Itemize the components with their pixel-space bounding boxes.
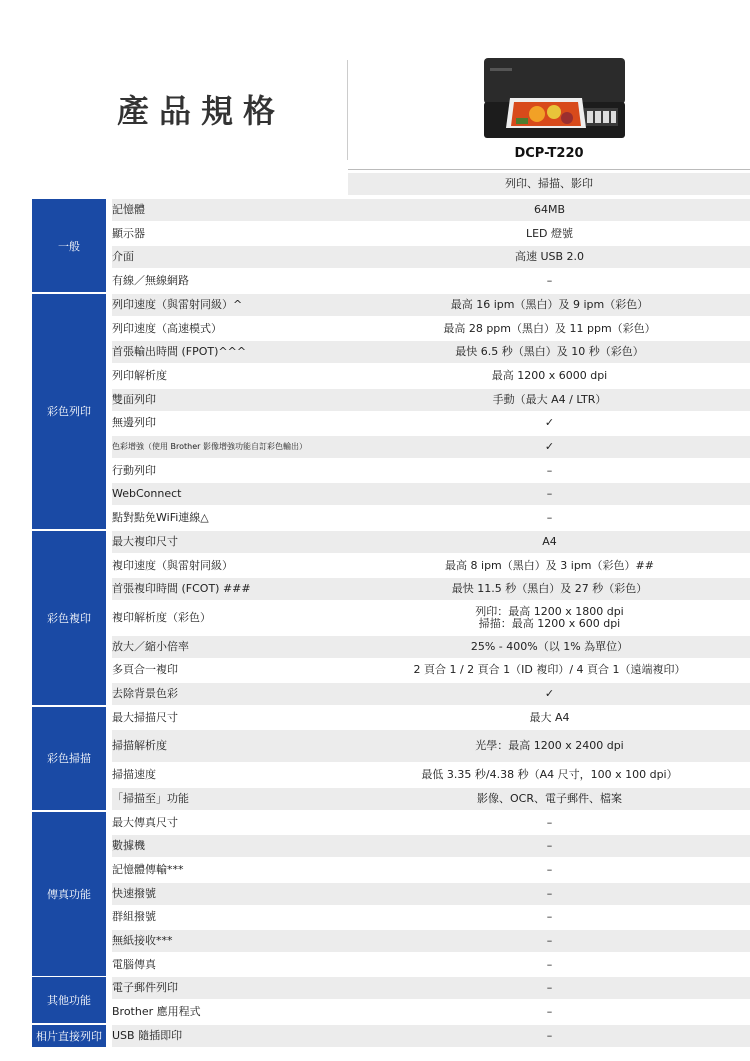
spec-value-line: 手動（最大 A4 / LTR）	[492, 392, 607, 406]
spec-label: 顯示器	[112, 226, 145, 240]
spec-value-line: 2 頁合 1 / 2 頁合 1（ID 複印）/ 4 頁合 1（遠端複印）	[413, 663, 686, 677]
spec-value-line: 最低 3.35 秒/4.38 秒（A4 尺寸，100 x 100 dpi）	[421, 768, 678, 782]
header-divider	[347, 60, 348, 160]
spec-row	[108, 246, 750, 268]
spec-value	[349, 1001, 750, 1023]
spec-label: 行動列印	[112, 463, 156, 477]
spec-label: 最大傳真尺寸	[112, 815, 178, 829]
spec-label: 介面	[112, 246, 349, 268]
spec-label: Brother 應用程式	[112, 1005, 201, 1019]
spec-label: 色彩增強（使用 Brother 影像增強功能自訂彩色輸出）	[112, 436, 349, 458]
spec-value	[349, 602, 750, 634]
spec-row	[108, 1025, 750, 1047]
spec-label: 數據機	[112, 835, 349, 857]
spec-value-line: –	[546, 981, 553, 995]
printer-image	[482, 58, 627, 140]
spec-value	[349, 507, 750, 529]
spec-value-line: 光學：最高 1200 x 2400 dpi	[475, 739, 624, 753]
spec-value-line: 最高 8 ipm（黑白）及 3 ipm（彩色）##	[445, 558, 654, 572]
spec-row	[108, 483, 750, 505]
spec-label: USB 隨插即印	[112, 1025, 349, 1047]
spec-row	[108, 318, 750, 340]
spec-label: 掃描速度	[112, 768, 156, 782]
spec-value-line: 最大 A4	[529, 710, 570, 724]
spec-value	[349, 555, 750, 577]
spec-label: 列印解析度	[112, 368, 167, 382]
spec-row	[108, 930, 750, 952]
spec-value	[349, 294, 750, 316]
spec-row	[108, 460, 750, 482]
spec-value	[349, 223, 750, 245]
category-label: 一般	[32, 199, 106, 292]
spec-value	[349, 764, 750, 786]
spec-row	[108, 223, 750, 245]
spec-value-line: LED 燈號	[525, 226, 574, 240]
spec-label: 無邊列印	[112, 416, 156, 430]
spec-value	[349, 930, 750, 952]
spec-row	[108, 636, 750, 658]
spec-row	[108, 683, 750, 705]
spec-value	[349, 683, 750, 705]
spec-value-line: –	[546, 957, 553, 971]
spec-label: 「掃描至」功能	[112, 788, 349, 810]
spec-row	[108, 436, 750, 458]
spec-value-line: –	[546, 487, 553, 501]
spec-value	[349, 859, 750, 881]
spec-label: 複印解析度（彩色）	[112, 610, 211, 624]
spec-row	[108, 531, 750, 553]
spec-value	[349, 412, 750, 434]
category-label: 其他功能	[32, 977, 106, 1023]
spec-value-line: –	[546, 934, 553, 947]
spec-row	[108, 365, 750, 387]
spec-value-line: 最高 16 ipm（黑白）及 9 ipm（彩色）	[450, 297, 649, 311]
spec-row	[108, 707, 750, 729]
spec-value	[349, 636, 750, 658]
spec-value-line: –	[546, 910, 553, 924]
spec-value-line: –	[546, 815, 553, 829]
spec-value-line: 最高 1200 x 6000 dpi	[491, 368, 608, 382]
spec-value-line: –	[546, 274, 553, 288]
spec-label: 列印速度（與雷射同級）^	[112, 294, 349, 316]
spec-label: 掃描解析度	[112, 730, 349, 762]
spec-row	[108, 788, 750, 810]
spec-value	[349, 460, 750, 482]
spec-value	[349, 199, 750, 221]
spec-value-line: –	[546, 1028, 553, 1042]
spec-value-line: –	[546, 886, 553, 900]
spec-value-line: –	[546, 511, 553, 525]
spec-row	[108, 555, 750, 577]
spec-label: 有線／無線網路	[112, 274, 189, 288]
spec-row	[108, 977, 750, 999]
category-label: 相片直接列印	[32, 1025, 106, 1047]
spec-label: 首張輸出時間 (FPOT)^^^	[112, 341, 349, 363]
spec-label: 記憶體	[112, 199, 349, 221]
spec-value	[349, 883, 750, 905]
spec-label: 電腦傳真	[112, 957, 156, 971]
spec-value-line: –	[546, 1005, 553, 1019]
spec-value	[349, 659, 750, 681]
spec-value-line: –	[546, 839, 553, 853]
spec-value-line: 高速 USB 2.0	[514, 250, 585, 264]
spec-label: 無紙接收***	[112, 930, 349, 952]
spec-row	[108, 859, 750, 881]
spec-row	[108, 906, 750, 928]
spec-value-line: 影像、OCR、電子郵件、檔案	[477, 791, 622, 805]
spec-row	[108, 199, 750, 221]
spec-label: 最大複印尺寸	[112, 531, 349, 553]
spec-value	[349, 270, 750, 292]
spec-value	[349, 730, 750, 762]
spec-value-line: 最快 6.5 秒（黑白）及 10 秒（彩色）	[455, 345, 644, 359]
spec-row	[108, 389, 750, 411]
spec-value-line: ✓	[544, 440, 555, 453]
model-functions: 列印、掃描、影印	[348, 173, 750, 195]
spec-value-line: 列印：最高 1200 x 1800 dpi	[475, 604, 624, 618]
category-label: 彩色掃描	[32, 707, 106, 810]
spec-row	[108, 764, 750, 786]
category-label: 彩色複印	[32, 531, 106, 705]
spec-label: 首張複印時間 (FCOT) ###	[112, 578, 349, 600]
spec-row	[108, 659, 750, 681]
spec-row	[108, 412, 750, 434]
spec-value-line: –	[546, 463, 553, 477]
spec-label: 點對點免WiFi連線△	[112, 511, 209, 525]
spec-value	[349, 246, 750, 268]
spec-value-line: –	[546, 862, 553, 876]
page-title: 產品規格	[117, 92, 286, 130]
spec-value	[349, 341, 750, 363]
spec-row	[108, 1001, 750, 1023]
spec-row	[108, 341, 750, 363]
spec-label: 記憶體傳輸***	[112, 862, 184, 876]
spec-value	[349, 436, 750, 458]
spec-value	[349, 531, 750, 553]
spec-value	[349, 578, 750, 600]
spec-value	[349, 318, 750, 340]
spec-row	[108, 602, 750, 634]
spec-value	[349, 788, 750, 810]
spec-label: 去除背景色彩	[112, 683, 349, 705]
spec-row	[108, 270, 750, 292]
category-label: 傳真功能	[32, 812, 106, 976]
spec-value-line: ✓	[544, 416, 555, 430]
spec-value	[349, 389, 750, 411]
spec-label: 複印速度（與雷射同級）	[112, 558, 233, 572]
spec-value	[349, 1025, 750, 1047]
spec-label: WebConnect	[112, 483, 349, 505]
spec-row	[108, 954, 750, 976]
spec-value-line: A4	[542, 534, 557, 548]
spec-value-line: 25% - 400%（以 1% 為單位）	[470, 639, 629, 653]
spec-value	[349, 977, 750, 999]
spec-label: 雙面列印	[112, 389, 349, 411]
spec-value	[349, 812, 750, 834]
spec-value	[349, 365, 750, 387]
spec-label: 放大／縮小倍率	[112, 636, 349, 658]
spec-row	[108, 883, 750, 905]
spec-label: 列印速度（高速模式）	[112, 321, 222, 335]
spec-value	[349, 707, 750, 729]
spec-row	[108, 730, 750, 762]
spec-value-line: 最高 28 ppm（黑白）及 11 ppm（彩色）	[443, 321, 656, 335]
spec-value-line: ✓	[544, 687, 555, 700]
model-divider	[348, 169, 750, 170]
category-label: 彩色列印	[32, 294, 106, 529]
spec-row	[108, 507, 750, 529]
spec-row	[108, 294, 750, 316]
spec-value	[349, 835, 750, 857]
spec-value	[349, 906, 750, 928]
spec-label: 多頁合一複印	[112, 663, 178, 677]
spec-value	[349, 954, 750, 976]
spec-row	[108, 812, 750, 834]
spec-value-line: 掃描：最高 1200 x 600 dpi	[478, 616, 621, 630]
model-name: DCP-T220	[514, 146, 584, 161]
spec-row	[108, 835, 750, 857]
spec-value	[349, 483, 750, 505]
spec-value-line: 64MB	[533, 203, 566, 216]
spec-label: 電子郵件列印	[112, 977, 349, 999]
spec-row	[108, 578, 750, 600]
spec-label: 快速撥號	[112, 883, 349, 905]
spec-label: 最大掃描尺寸	[112, 710, 178, 724]
spec-label: 群組撥號	[112, 910, 156, 924]
spec-value-line: 最快 11.5 秒（黑白）及 27 秒（彩色）	[451, 582, 648, 596]
